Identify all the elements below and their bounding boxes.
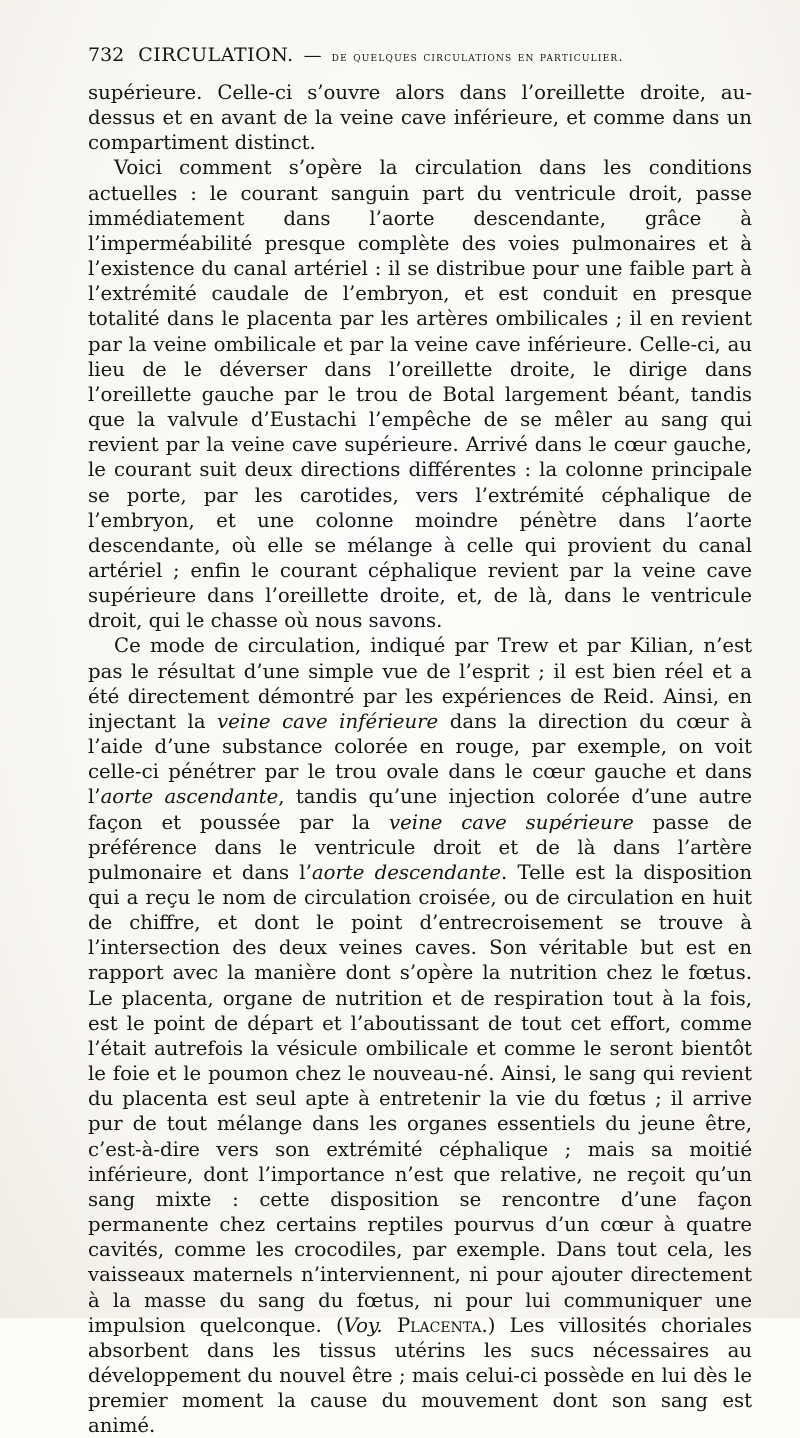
- running-head-dash: —: [303, 45, 322, 66]
- text-run: . Telle est la disposition qui a reçu le nom de circulation croisée, ou de circulation en huit de chiffre, et dont le point d’entrecroisement se trouve à l’intersection des deux veines caves. Son véritable but est en rapport avec la manière dont s’opère la nutrition chez le fœtus. Le placenta, organe de nutrition et de respiration tout à la fois, est le point de départ et l’aboutissant de tout cet effort, comme l’était autrefois la vésicule ombilicale et comme le seront bientôt le foie et le poumon chez le nouveau-né. Ainsi, le sang qui revient du placenta est seul apte à entretenir la vie du fœtus ; il arrive pur de tout mélange dans les organes essentiels du jeune être, c’est-à-dire vers son extrémité céphalique ; mais sa moitié inférieure, dont l’importance n’est que relative, ne reçoit qu’un sang mixte : cette disposition se rencontre d’une façon permanente chez certains reptiles pourvus d’un cœur à quatre cavités, comme les crocodiles, par exemple. Dans tout cela, les vaisseaux maternels n’interviennent, ni pour ajouter directement à la masse du sang du fœtus, ni pour lui communiquer une impulsion quelconque. (: [88, 860, 752, 1337]
- page-number: 732: [88, 44, 125, 66]
- italic-term: aorte descendante: [311, 860, 501, 884]
- text-run: , tandis qu’une injection colorée d’une autre façon et poussée par la: [88, 785, 752, 834]
- paragraph: [88, 155, 752, 633]
- text-run: Ce mode de circulation, indiqué par Trew et par Kilian, n’est pas le résultat d’une simple vue de l’esprit ; il est bien réel et a été directement démontré par les expériences de Reid. Ainsi, en injectant la: [88, 634, 752, 733]
- body-text: [88, 80, 752, 1438]
- italic-term: veine cave inférieure: [217, 709, 439, 733]
- paragraph: [88, 633, 752, 1438]
- italic-term: aorte ascendante: [100, 785, 279, 809]
- italic-term: Voy.: [343, 1313, 383, 1337]
- text-run: dans la direction du cœur à l’aide d’une substance colorée en rouge, par exemple, on voit celle-ci pénétrer par le trou ovale dans le cœur gauche et dans l’: [88, 709, 752, 809]
- text-run: ) Les villosités choriales absorbent dans les tissus utérins les sucs nécessaires au développement du nouvel être ; mais celui-ci possède en lui dès le premier moment la cause du mouvement dont son sang est animé.: [88, 1313, 752, 1438]
- text-run: passe de préférence dans le ventricule droit et de là dans l’artère pulmonaire et dans l’: [88, 810, 753, 884]
- running-head-title: CIRCULATION.: [138, 44, 294, 66]
- text-run: supérieure. Celle-ci s’ouvre alors dans l’oreillette droite, au-dessus et en avant de la veine cave inférieure, et comme dans un compartiment distinct.: [88, 81, 752, 155]
- text-run: [383, 1314, 397, 1337]
- running-head: [88, 44, 752, 68]
- cross-reference: Placenta.: [396, 1313, 488, 1337]
- italic-term: veine cave supérieure: [388, 810, 634, 834]
- text-run: Voici comment s’opère la circulation dans les conditions actuelles : le courant sanguin part du ventricule droit, passe immédiatement dans l’aorte descendante, grâce à l’imperméabilité presque complète des voies pulmonaires et à l’existence du canal artériel : il se distribue pour une faible part à l’extrémité caudale de l’embryon, et est conduit en presque totalité dans le placenta par les artères ombilicales ; il en revient par la veine ombilicale et par la veine cave inférieure. Celle-ci, au lieu de le déverser dans l’oreillette droite, le dirige dans l’oreillette gauche par le trou de Botal largement béant, tandis que la valvule d’Eustachi l’empêche de se mêler au sang qui revient par la veine cave supérieure. Arrivé dans le cœur gauche, le courant suit deux directions différentes : la colonne principale se porte, par les carotides, vers l’extrémité céphalique de l’embryon, et une colonne moindre pénètre dans l’aorte descendante, où elle se mélange à celle qui provient du canal artériel ; enfin le courant céphalique revient par la veine cave supérieure dans l’oreillette droite, et, de là, dans le ventricule droit, qui le chasse où nous savons.: [88, 156, 752, 633]
- paragraph: [88, 80, 752, 155]
- running-head-subtitle: de quelques circulations en particulier.: [331, 50, 624, 65]
- text-block: [88, 44, 752, 1438]
